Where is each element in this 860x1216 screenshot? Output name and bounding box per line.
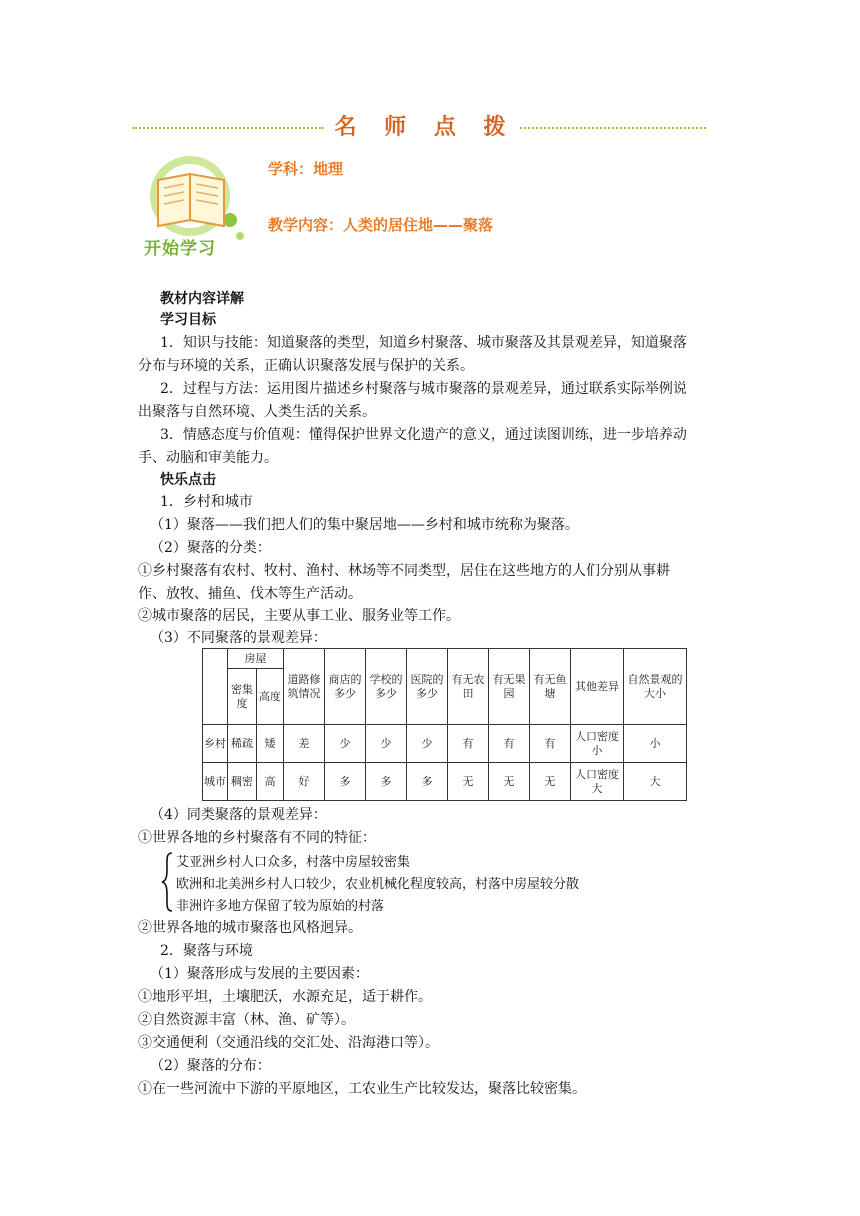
table-row: [203, 725, 687, 763]
landscape-comparison-table: [202, 648, 687, 801]
goals-title: 学习目标: [160, 312, 216, 328]
table-cell: 无: [530, 763, 571, 801]
table-header-orchard: 有无果园: [489, 649, 530, 725]
table-cell: 小: [624, 725, 687, 763]
table-cell: 有: [448, 725, 489, 763]
table-cell: 有: [489, 725, 530, 763]
click-title: 快乐点击: [160, 472, 216, 488]
table-cell: 高: [257, 763, 284, 801]
section-2-item-1a: ①地形平坦，土壤肥沃，水源充足，适于耕作。: [138, 989, 432, 1005]
section-2-item-1: （1）聚落形成与发展的主要因素：: [150, 966, 369, 982]
banner-dotted-line-left: [132, 127, 324, 129]
table-header-road: 道路修筑情况: [284, 649, 325, 725]
table-header-height: 高度: [257, 669, 284, 725]
logo-label: 开始学习: [144, 239, 216, 259]
table-header-hospitals: 医院的多少: [407, 649, 448, 725]
table-cell: 有: [530, 725, 571, 763]
table-cell: 少: [407, 725, 448, 763]
table-cell: 稠密: [228, 763, 257, 801]
table-cell: 多: [407, 763, 448, 801]
table-header-natural-landscape: 自然景观的大小: [624, 649, 687, 725]
curly-brace-icon: [160, 851, 174, 913]
banner-dotted-line-right: [520, 127, 706, 129]
section-1-item-2b: ②城市聚落的居民，主要从事工业、服务业等工作。: [138, 608, 460, 624]
goal-3-line-1: 3．情感态度与价值观：懂得保护世界文化遗产的意义，通过读图训练，进一步培养动: [160, 427, 687, 443]
goal-1-line-2: 分布与环境的关系，正确认识聚落发展与保护的关系。: [138, 358, 474, 374]
table-corner-cell: [203, 649, 228, 725]
section-1-item-2a-line-2: 作、放牧、捕鱼、伐木等生产活动。: [138, 586, 362, 602]
table-cell: 少: [325, 725, 366, 763]
brace-item-europe-north-america: 欧洲和北美洲乡村人口较少，农业机械化程度较高，村落中房屋较分散: [176, 877, 580, 892]
section-1-item-2a-line-1: ①乡村聚落有农村、牧村、渔村、林场等不同类型，居住在这些地方的人们分别从事耕: [138, 563, 670, 579]
table-header-other: 其他差异: [571, 649, 624, 725]
section-1-title: 1．乡村和城市: [160, 494, 253, 510]
banner-title: 名 师 点 拨: [334, 115, 516, 140]
section-1-item-4a: ①世界各地的乡村聚落有不同的特征：: [138, 830, 376, 846]
table-header-farmland: 有无农田: [448, 649, 489, 725]
goal-2-line-2: 出聚落与自然环境、人类生活的关系。: [138, 404, 376, 420]
table-header-fish-pond: 有无鱼塘: [530, 649, 571, 725]
table-cell: 无: [448, 763, 489, 801]
section-2-item-1c: ③交通便利（交通沿线的交汇处、沿海港口等）。: [138, 1035, 439, 1051]
goal-2-line-1: 2．过程与方法：运用图片描述乡村聚落与城市聚落的景观差异，通过联系实际举例说: [160, 381, 687, 397]
section-1-item-2: （2）聚落的分类：: [150, 540, 271, 556]
section-2-title: 2．聚落与环境: [160, 943, 253, 959]
table-cell: 多: [325, 763, 366, 801]
row-label-village: 乡村: [203, 725, 228, 763]
section-2-item-2: （2）聚落的分布：: [150, 1058, 271, 1074]
section-title: 教材内容详解: [160, 291, 244, 307]
section-1-item-1: （1）聚落——我们把人们的集中聚居地——乡村和城市统称为聚落。: [150, 517, 579, 533]
table-cell: 多: [366, 763, 407, 801]
table-header-density: 密集度: [228, 669, 257, 725]
table-cell: 人口密度大: [571, 763, 624, 801]
table-cell: 差: [284, 725, 325, 763]
table-header-shops: 商店的多少: [325, 649, 366, 725]
table-header-housing: 房屋: [228, 649, 284, 669]
section-1-item-3: （3）不同聚落的景观差异：: [150, 630, 327, 646]
table-header-schools: 学校的多少: [366, 649, 407, 725]
row-label-city: 城市: [203, 763, 228, 801]
table-cell: 人口密度小: [571, 725, 624, 763]
goal-3-line-2: 手、动脑和审美能力。: [138, 450, 278, 466]
section-2-item-2a: ①在一些河流中下游的平原地区，工农业生产比较发达，聚落比较密集。: [138, 1081, 586, 1097]
table-cell: 无: [489, 763, 530, 801]
table-row: [203, 763, 687, 801]
table-cell: 好: [284, 763, 325, 801]
table-cell: 矮: [257, 725, 284, 763]
section-2-item-1b: ②自然资源丰富（林、渔、矿等）。: [138, 1012, 355, 1028]
brace-item-africa: 非洲许多地方保留了较为原始的村落: [176, 899, 385, 914]
section-1-item-4: （4）同类聚落的景观差异：: [150, 807, 327, 823]
table-cell: 少: [366, 725, 407, 763]
goal-1-line-1: 1．知识与技能：知道聚落的类型，知道乡村聚落、城市聚落及其景观差异，知道聚落: [160, 335, 687, 351]
table-cell: 大: [624, 763, 687, 801]
brace-item-asia: 艾亚洲乡村人口众多，村落中房屋较密集: [176, 855, 411, 870]
table-cell: 稀疏: [228, 725, 257, 763]
section-1-item-4b: ②世界各地的城市聚落也风格迥异。: [138, 920, 362, 936]
teaching-content-label: 教学内容：人类的居住地——聚落: [268, 216, 494, 234]
start-learning-logo: [140, 150, 252, 262]
subject-label: 学科：地理: [268, 160, 344, 178]
